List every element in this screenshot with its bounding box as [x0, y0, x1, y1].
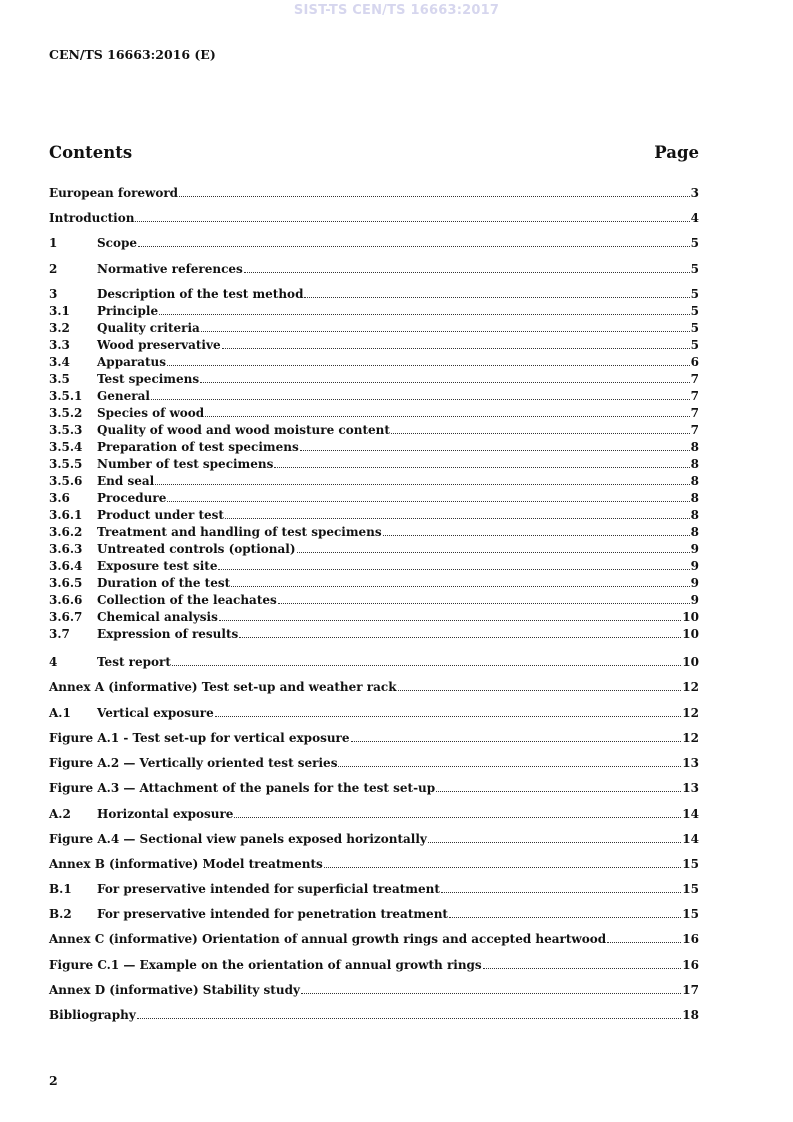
toc-entry-page: 12 — [682, 731, 699, 745]
toc-entry-page: 18 — [682, 1008, 699, 1022]
document-id: CEN/TS 16663:2016 (E) — [49, 47, 216, 62]
toc-entry-title: Product under test — [97, 508, 224, 522]
toc-entry-number: 3.6.4 — [49, 559, 83, 573]
toc-dot-leader — [155, 483, 689, 485]
toc-entry[interactable] — [49, 655, 699, 670]
toc-entry[interactable] — [49, 593, 699, 608]
toc-entry[interactable] — [49, 474, 699, 489]
watermark: SIST-TS CEN/TS 16663:2017 — [293, 3, 500, 18]
toc-entry[interactable] — [49, 907, 699, 922]
toc-entry[interactable] — [49, 983, 699, 998]
toc-entry-number: 3.6.5 — [49, 576, 83, 590]
toc-entry-page: 17 — [682, 983, 699, 997]
toc-entry[interactable] — [49, 423, 699, 438]
toc-entry-page: 5 — [690, 287, 699, 301]
toc-entry-number: A.2 — [49, 807, 71, 821]
toc-entry[interactable] — [49, 731, 699, 746]
toc-dot-leader — [278, 602, 690, 604]
toc-entry-number: 3.6.2 — [49, 525, 83, 539]
toc-entry-number: 3.6.1 — [49, 508, 83, 522]
toc-dot-leader — [167, 500, 689, 502]
toc-entry-page: 15 — [682, 907, 699, 921]
toc-entry-title: Collection of the leachates — [97, 593, 277, 607]
toc-dot-leader — [231, 585, 690, 587]
toc-entry-page: 8 — [690, 508, 699, 522]
toc-entry[interactable] — [49, 706, 699, 721]
toc-entry-title: Chemical analysis — [97, 610, 218, 624]
toc-dot-leader — [383, 534, 690, 536]
toc-dot-leader — [179, 195, 690, 197]
toc-entry-title: Number of test specimens — [97, 457, 274, 471]
toc-dot-leader — [151, 398, 690, 400]
toc-dot-leader — [301, 992, 681, 994]
toc-entry-title: Treatment and handling of test specimens — [97, 525, 382, 539]
toc-entry-page: 9 — [690, 542, 699, 556]
toc-entry-page: 14 — [682, 832, 699, 846]
toc-entry[interactable] — [49, 781, 699, 796]
toc-entry-page: 8 — [690, 474, 699, 488]
toc-dot-leader — [218, 568, 689, 570]
toc-entry-page: 5 — [690, 262, 699, 276]
toc-entry-title: Principle — [97, 304, 159, 318]
toc-entry-title: For preservative intended for superficial treatment — [97, 882, 440, 896]
toc-entry[interactable] — [49, 406, 699, 421]
toc-entry-page: 15 — [682, 857, 699, 871]
contents-header — [49, 143, 699, 162]
toc-entry[interactable] — [49, 355, 699, 370]
toc-entry[interactable] — [49, 559, 699, 574]
toc-entry-number: 3.7 — [49, 627, 70, 641]
toc-dot-leader — [449, 916, 681, 918]
toc-dot-leader — [483, 967, 682, 969]
toc-entry-page: 9 — [690, 593, 699, 607]
toc-entry-title: Annex A (informative) Test set-up and weather rack — [49, 680, 397, 694]
page-column-label: Page — [654, 143, 699, 162]
toc-dot-leader — [137, 1017, 682, 1019]
toc-entry-title: Test report — [97, 655, 171, 669]
toc-dot-leader — [167, 364, 690, 366]
toc-dot-leader — [205, 415, 689, 417]
toc-dot-leader — [607, 941, 681, 943]
toc-entry[interactable] — [49, 525, 699, 540]
page-number: 2 — [49, 1073, 58, 1088]
toc-entry[interactable] — [49, 440, 699, 455]
toc-entry[interactable] — [49, 491, 699, 506]
toc-entry[interactable] — [49, 389, 699, 404]
toc-entry[interactable] — [49, 304, 699, 319]
toc-entry-title: Apparatus — [97, 355, 166, 369]
toc-entry[interactable] — [49, 680, 699, 695]
toc-entry-page: 8 — [690, 457, 699, 471]
toc-dot-leader — [324, 866, 682, 868]
toc-entry-title: Horizontal exposure — [97, 807, 234, 821]
toc-entry-number: 3.5 — [49, 372, 70, 386]
toc-dot-leader — [441, 891, 681, 893]
toc-entry-number: 3.5.4 — [49, 440, 83, 454]
toc-entry-page: 10 — [682, 610, 699, 624]
toc-entry[interactable] — [49, 576, 699, 591]
toc-entry-title: Wood preservative — [97, 338, 221, 352]
toc-entry-number: 3 — [49, 287, 58, 301]
toc-entry-title: Introduction — [49, 211, 135, 225]
toc-entry-title: Exposure test site — [97, 559, 218, 573]
toc-dot-leader — [398, 689, 682, 691]
toc-entry-page: 14 — [682, 807, 699, 821]
toc-entry-number: 3.6.7 — [49, 610, 83, 624]
toc-entry-title: Annex D (informative) Stability study — [49, 983, 300, 997]
toc-entry-page: 5 — [690, 304, 699, 318]
toc-entry-title: Bibliography — [49, 1008, 136, 1022]
toc-entry-page: 6 — [690, 355, 699, 369]
toc-entry-page: 5 — [690, 338, 699, 352]
toc-entry[interactable] — [49, 186, 699, 201]
toc-dot-leader — [351, 740, 682, 742]
toc-entry[interactable] — [49, 236, 699, 251]
toc-dot-leader — [436, 790, 681, 792]
toc-entry[interactable] — [49, 287, 699, 302]
toc-entry[interactable] — [49, 1008, 699, 1023]
toc-entry-page: 7 — [690, 372, 699, 386]
toc-entry-title: Untreated controls (optional) — [97, 542, 296, 556]
toc-dot-leader — [234, 816, 681, 818]
toc-entry[interactable] — [49, 338, 699, 353]
toc-entry-title: Preparation of test specimens — [97, 440, 299, 454]
toc-entry-number: 3.5.6 — [49, 474, 83, 488]
toc-entry-title: Scope — [97, 236, 138, 250]
toc-entry-page: 15 — [682, 882, 699, 896]
toc-entry[interactable] — [49, 832, 699, 847]
toc-entry-title: Species of wood — [97, 406, 205, 420]
toc-entry-number: 3.3 — [49, 338, 70, 352]
toc-entry-number: B.2 — [49, 907, 72, 921]
toc-entry[interactable] — [49, 211, 699, 226]
toc-entry[interactable] — [49, 807, 699, 822]
toc-entry-number: 1 — [49, 236, 58, 250]
toc-entry-page: 16 — [682, 932, 699, 946]
toc-dot-leader — [244, 271, 690, 273]
toc-entry-number: 3.6 — [49, 491, 70, 505]
toc-dot-leader — [201, 330, 690, 332]
toc-entry-number: 3.4 — [49, 355, 70, 369]
toc-entry-page: 10 — [682, 655, 699, 669]
toc-dot-leader — [300, 449, 690, 451]
toc-entry-number: 3.5.5 — [49, 457, 83, 471]
toc-entry-title: Procedure — [97, 491, 167, 505]
toc-entry-page: 5 — [690, 321, 699, 335]
toc-entry-page: 7 — [690, 406, 699, 420]
toc-entry-title: General — [97, 389, 150, 403]
toc-entry-page: 16 — [682, 958, 699, 972]
toc-entry-page: 7 — [690, 389, 699, 403]
toc-entry-title: Normative references — [97, 262, 243, 276]
toc-dot-leader — [297, 551, 690, 553]
toc-dot-leader — [239, 636, 681, 638]
toc-entry-title: Quality of wood and wood moisture content — [97, 423, 390, 437]
toc-dot-leader — [391, 432, 690, 434]
toc-entry-number: 3.5.3 — [49, 423, 83, 437]
toc-entry-page: 8 — [690, 440, 699, 454]
toc-entry-number: 3.5.1 — [49, 389, 83, 403]
toc-entry[interactable] — [49, 882, 699, 897]
toc-dot-leader — [304, 296, 689, 298]
toc-entry[interactable] — [49, 756, 699, 771]
toc-entry-page: 8 — [690, 491, 699, 505]
contents-title: Contents — [49, 143, 133, 162]
toc-entry-number: 3.5.2 — [49, 406, 83, 420]
toc-dot-leader — [274, 466, 689, 468]
toc-entry[interactable] — [49, 857, 699, 872]
toc-entry-page: 9 — [690, 576, 699, 590]
toc-entry-number: 2 — [49, 262, 58, 276]
toc-entry-title: For preservative intended for penetration treatment — [97, 907, 448, 921]
toc-entry-page: 13 — [682, 756, 699, 770]
toc-entry[interactable] — [49, 610, 699, 625]
toc-entry-number: 4 — [49, 655, 58, 669]
toc-dot-leader — [200, 381, 690, 383]
toc-entry[interactable] — [49, 627, 699, 642]
toc-entry-title: Expression of results — [97, 627, 239, 641]
toc-entry-title: Description of the test method — [97, 287, 304, 301]
toc-entry-page: 3 — [690, 186, 699, 200]
toc-entry-number: 3.6.3 — [49, 542, 83, 556]
toc-entry[interactable] — [49, 321, 699, 336]
toc-entry-number: 3.2 — [49, 321, 70, 335]
toc-entry-title: Duration of the test — [97, 576, 231, 590]
toc-entry[interactable] — [49, 372, 699, 387]
toc-entry-number: 3.6.6 — [49, 593, 83, 607]
toc-dot-leader — [172, 664, 681, 666]
toc-entry-title: Annex C (informative) Orientation of annual growth rings and accepted heartwood — [49, 932, 607, 946]
toc-entry-title: Figure A.2 — Vertically oriented test series — [49, 756, 338, 770]
toc-entry-title: Figure C.1 — Example on the orientation of annual growth rings — [49, 958, 482, 972]
toc-entry-title: End seal — [97, 474, 155, 488]
toc-entry-title: Test specimens — [97, 372, 200, 386]
toc-entry[interactable] — [49, 508, 699, 523]
toc-dot-leader — [219, 619, 681, 621]
toc-dot-leader — [428, 841, 681, 843]
toc-dot-leader — [135, 220, 689, 222]
toc-entry-title: Figure A.4 — Sectional view panels exposed horizontally — [49, 832, 427, 846]
toc-entry-number: 3.1 — [49, 304, 70, 318]
toc-dot-leader — [215, 715, 682, 717]
toc-entry-page: 10 — [682, 627, 699, 641]
toc-entry-number: B.1 — [49, 882, 72, 896]
toc-entry-title: Annex B (informative) Model treatments — [49, 857, 323, 871]
toc-entry-page: 4 — [690, 211, 699, 225]
toc-dot-leader — [338, 765, 681, 767]
toc-entry-title: Figure A.3 — Attachment of the panels for the test set-up — [49, 781, 436, 795]
toc-entry-page: 13 — [682, 781, 699, 795]
toc-entry-title: Quality criteria — [97, 321, 200, 335]
toc-entry-title: Figure A.1 - Test set-up for vertical exposure — [49, 731, 350, 745]
toc-entry-title: Vertical exposure — [97, 706, 214, 720]
toc-entry-page: 12 — [682, 680, 699, 694]
toc-entry-page: 9 — [690, 559, 699, 573]
toc-dot-leader — [138, 245, 690, 247]
toc-entry-page: 7 — [690, 423, 699, 437]
toc-entry-number: A.1 — [49, 706, 71, 720]
toc-entry-title: European foreword — [49, 186, 179, 200]
toc-entry[interactable] — [49, 932, 699, 947]
toc-entry[interactable] — [49, 958, 699, 973]
toc-dot-leader — [225, 517, 690, 519]
toc-entry-page: 12 — [682, 706, 699, 720]
toc-entry-page: 5 — [690, 236, 699, 250]
toc-dot-leader — [222, 347, 690, 349]
toc-entry[interactable] — [49, 262, 699, 277]
toc-entry[interactable] — [49, 542, 699, 557]
toc-dot-leader — [159, 313, 690, 315]
toc-entry[interactable] — [49, 457, 699, 472]
toc-entry-page: 8 — [690, 525, 699, 539]
